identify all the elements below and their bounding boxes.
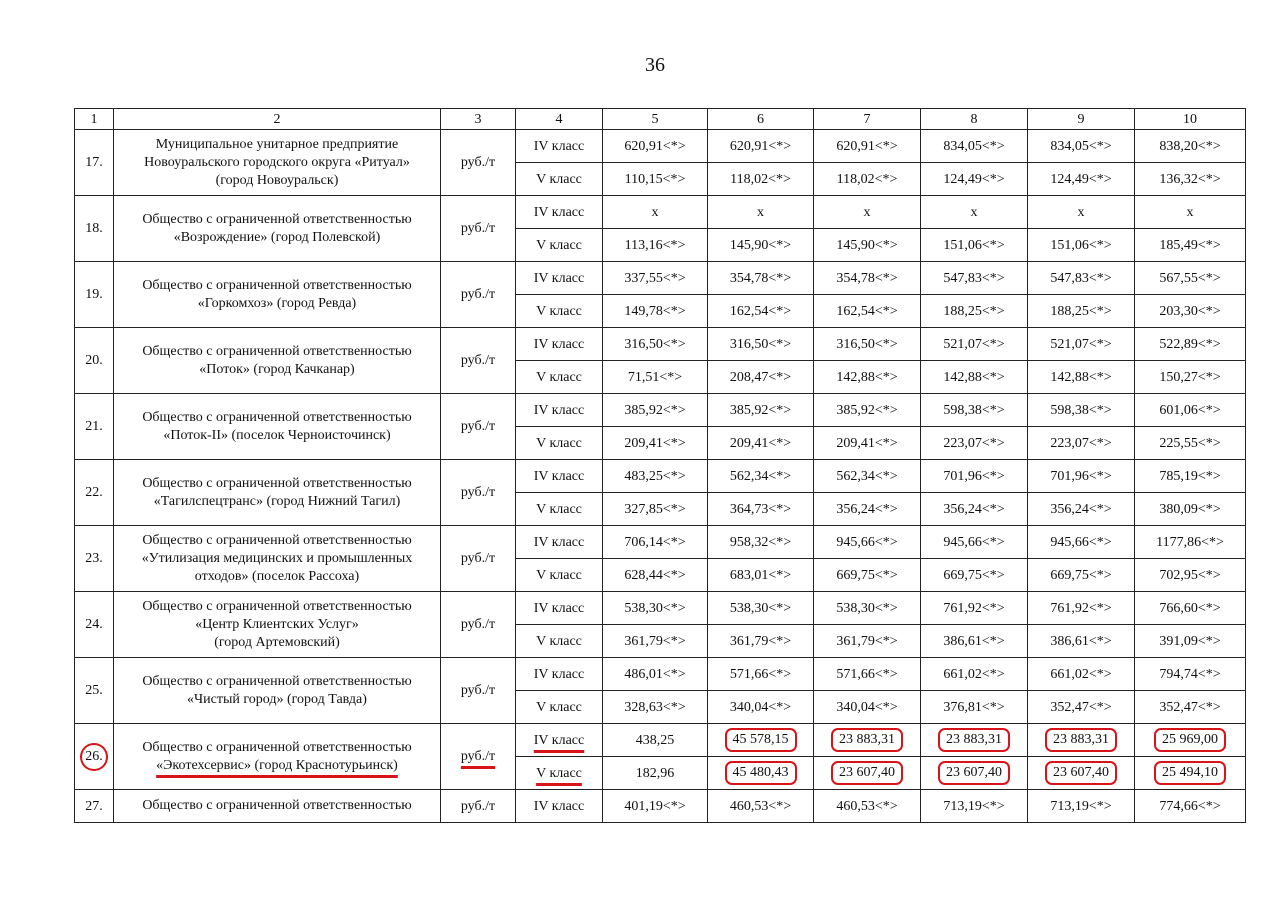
tariff-value-boxed: 23 607,40	[1045, 761, 1117, 785]
tariff-value-cell: 713,19<*>	[921, 790, 1028, 823]
waste-class-cell: IV класс	[516, 328, 603, 361]
tariff-value-cell: 945,66<*>	[921, 526, 1028, 559]
tariff-value-cell	[814, 757, 921, 790]
tariff-table	[74, 108, 1246, 823]
table-row	[75, 790, 1246, 823]
waste-class-cell: V класс	[516, 559, 603, 592]
tariff-value-cell: 188,25<*>	[1028, 295, 1135, 328]
organization-line: Общество с ограниченной ответственностью	[142, 598, 412, 614]
header-row	[75, 109, 1246, 130]
organization-line: «Чистый город» (город Тавда)	[187, 691, 367, 707]
tariff-value-cell: 785,19<*>	[1135, 460, 1246, 493]
waste-class-cell: IV класс	[516, 196, 603, 229]
waste-class-cell: V класс	[516, 427, 603, 460]
tariff-value-cell: 203,30<*>	[1135, 295, 1246, 328]
tariff-value-cell: 136,32<*>	[1135, 163, 1246, 196]
organization-cell	[114, 658, 441, 724]
tariff-value-cell: 620,91<*>	[814, 130, 921, 163]
tariff-value-boxed: 25 494,10	[1154, 761, 1226, 785]
tariff-value-cell: 188,25<*>	[921, 295, 1028, 328]
tariff-value-cell: 834,05<*>	[921, 130, 1028, 163]
waste-class-cell: V класс	[516, 163, 603, 196]
tariff-value-cell	[1135, 757, 1246, 790]
waste-class-underlined: IV класс	[533, 732, 585, 748]
row-number-cell: 27.	[75, 790, 114, 823]
tariff-value-cell: 1177,86<*>	[1135, 526, 1246, 559]
tariff-value-cell: 669,75<*>	[921, 559, 1028, 592]
tariff-value-cell: 460,53<*>	[708, 790, 814, 823]
tariff-value-boxed: 23 607,40	[831, 761, 903, 785]
tariff-value-cell: 706,14<*>	[603, 526, 708, 559]
table-row	[75, 724, 1246, 757]
tariff-value-cell: 361,79<*>	[603, 625, 708, 658]
table-row	[75, 328, 1246, 361]
waste-class-cell: IV класс	[516, 592, 603, 625]
tariff-value-cell: 661,02<*>	[921, 658, 1028, 691]
tariff-value-cell: x	[1028, 196, 1135, 229]
tariff-value-cell: 340,04<*>	[814, 691, 921, 724]
tariff-value-cell: 162,54<*>	[814, 295, 921, 328]
row-number-cell	[75, 724, 114, 790]
table-row	[75, 658, 1246, 691]
tariff-value-cell: 385,92<*>	[814, 394, 921, 427]
waste-class-cell: IV класс	[516, 526, 603, 559]
tariff-value-cell: 669,75<*>	[1028, 559, 1135, 592]
organization-cell	[114, 394, 441, 460]
waste-class-cell: V класс	[516, 691, 603, 724]
organization-line: Общество с ограниченной ответственностью	[142, 798, 412, 813]
organization-line: (город Артемовский)	[214, 634, 340, 650]
tariff-value-cell: 316,50<*>	[708, 328, 814, 361]
organization-line: Общество с ограниченной ответственностью	[142, 532, 412, 548]
tariff-value-cell: 713,19<*>	[1028, 790, 1135, 823]
tariff-value-cell: 834,05<*>	[1028, 130, 1135, 163]
table-row	[75, 592, 1246, 625]
waste-class-cell: V класс	[516, 625, 603, 658]
organization-cell	[114, 592, 441, 658]
unit-cell: руб./т	[441, 526, 516, 592]
tariff-value-cell: 945,66<*>	[1028, 526, 1135, 559]
tariff-value-cell: 838,20<*>	[1135, 130, 1246, 163]
page-number: 36	[645, 54, 665, 76]
organization-cell	[114, 790, 441, 823]
tariff-value-cell: 142,88<*>	[1028, 361, 1135, 394]
tariff-value-cell: 142,88<*>	[814, 361, 921, 394]
tariff-value-cell: 316,50<*>	[603, 328, 708, 361]
tariff-value-cell: 124,49<*>	[1028, 163, 1135, 196]
tariff-value-cell: 794,74<*>	[1135, 658, 1246, 691]
tariff-value-cell: 958,32<*>	[708, 526, 814, 559]
tariff-value-cell: 352,47<*>	[1028, 691, 1135, 724]
tariff-value-cell	[921, 724, 1028, 757]
tariff-value-cell: 185,49<*>	[1135, 229, 1246, 262]
tariff-value-cell: 110,15<*>	[603, 163, 708, 196]
waste-class-cell: IV класс	[516, 394, 603, 427]
organization-cell	[114, 196, 441, 262]
tariff-value-boxed: 23 607,40	[938, 761, 1010, 785]
tariff-value-cell: 386,61<*>	[921, 625, 1028, 658]
tariff-value-cell: 391,09<*>	[1135, 625, 1246, 658]
tariff-value-cell: 71,51<*>	[603, 361, 708, 394]
tariff-value-cell: 209,41<*>	[814, 427, 921, 460]
waste-class-cell: IV класс	[516, 130, 603, 163]
tariff-value-cell: 354,78<*>	[708, 262, 814, 295]
unit-cell	[441, 724, 516, 790]
tariff-value-cell: 562,34<*>	[814, 460, 921, 493]
tariff-value-cell: 223,07<*>	[1028, 427, 1135, 460]
tariff-value-cell: 151,06<*>	[1028, 229, 1135, 262]
organization-line: Общество с ограниченной ответственностью	[142, 343, 412, 359]
header-cell: 10	[1135, 109, 1246, 130]
organization-cell	[114, 328, 441, 394]
tariff-value-cell: 483,25<*>	[603, 460, 708, 493]
tariff-value-cell: 702,95<*>	[1135, 559, 1246, 592]
waste-class-cell: V класс	[516, 493, 603, 526]
organization-line: Общество с ограниченной ответственностью	[142, 673, 412, 689]
organization-line: Новоуральского городского округа «Ритуал»	[144, 154, 410, 170]
tariff-value-cell: 598,38<*>	[1028, 394, 1135, 427]
tariff-value-cell: 761,92<*>	[1028, 592, 1135, 625]
waste-class-cell: IV класс	[516, 790, 603, 823]
row-number-cell: 20.	[75, 328, 114, 394]
tariff-value-cell: 150,27<*>	[1135, 361, 1246, 394]
tariff-value-cell: 522,89<*>	[1135, 328, 1246, 361]
tariff-value-cell: 316,50<*>	[814, 328, 921, 361]
organization-line: «Поток-II» (поселок Черноисточинск)	[163, 427, 391, 443]
tariff-value-cell: 113,16<*>	[603, 229, 708, 262]
organization-cell	[114, 460, 441, 526]
row-number-cell: 25.	[75, 658, 114, 724]
tariff-value-cell: x	[814, 196, 921, 229]
tariff-value-cell: 386,61<*>	[1028, 625, 1135, 658]
table-row	[75, 394, 1246, 427]
organization-line: Общество с ограниченной ответственностью	[142, 739, 412, 755]
organization-line: Общество с ограниченной ответственностью	[142, 475, 412, 491]
tariff-value-cell: 361,79<*>	[814, 625, 921, 658]
unit-cell: руб./т	[441, 790, 516, 823]
tariff-value-cell: 460,53<*>	[814, 790, 921, 823]
tariff-value-boxed: 25 969,00	[1154, 728, 1226, 752]
organization-line: «Возрождение» (город Полевской)	[173, 229, 381, 245]
tariff-value-cell: 945,66<*>	[814, 526, 921, 559]
organization-line: «Поток» (город Качканар)	[199, 361, 355, 377]
waste-class-cell: IV класс	[516, 262, 603, 295]
header-cell: 8	[921, 109, 1028, 130]
tariff-value-cell: 356,24<*>	[921, 493, 1028, 526]
tariff-value-cell: 142,88<*>	[921, 361, 1028, 394]
tariff-value-cell: 620,91<*>	[708, 130, 814, 163]
tariff-value-cell: 361,79<*>	[708, 625, 814, 658]
unit-cell: руб./т	[441, 196, 516, 262]
unit-cell: руб./т	[441, 262, 516, 328]
tariff-value-cell: 340,04<*>	[708, 691, 814, 724]
tariff-value-cell: 118,02<*>	[708, 163, 814, 196]
unit-cell: руб./т	[441, 658, 516, 724]
tariff-value-cell: 598,38<*>	[921, 394, 1028, 427]
waste-class-cell: V класс	[516, 229, 603, 262]
tariff-value-cell: 380,09<*>	[1135, 493, 1246, 526]
organization-line: «Экотехсервис» (город Краснотурьинск)	[156, 757, 398, 773]
unit-cell: руб./т	[441, 394, 516, 460]
header-cell: 2	[114, 109, 441, 130]
tariff-value-cell: 208,47<*>	[708, 361, 814, 394]
tariff-value-cell: 761,92<*>	[921, 592, 1028, 625]
tariff-value-cell: 701,96<*>	[921, 460, 1028, 493]
tariff-value-cell: 774,66<*>	[1135, 790, 1246, 823]
tariff-value-boxed: 23 883,31	[1045, 728, 1117, 752]
tariff-value-cell	[1028, 757, 1135, 790]
tariff-value-boxed: 45 480,43	[725, 761, 797, 785]
tariff-value-cell: 438,25	[603, 724, 708, 757]
row-number-cell: 18.	[75, 196, 114, 262]
tariff-value-cell	[1135, 724, 1246, 757]
tariff-value-cell: 385,92<*>	[708, 394, 814, 427]
tariff-value-cell: x	[708, 196, 814, 229]
table-row	[75, 262, 1246, 295]
unit-cell: руб./т	[441, 328, 516, 394]
tariff-value-boxed: 23 883,31	[831, 728, 903, 752]
table-row	[75, 196, 1246, 229]
tariff-value-cell: 538,30<*>	[814, 592, 921, 625]
tariff-value-cell: 628,44<*>	[603, 559, 708, 592]
tariff-value-cell: 547,83<*>	[921, 262, 1028, 295]
tariff-value-cell: 486,01<*>	[603, 658, 708, 691]
header-cell: 5	[603, 109, 708, 130]
tariff-value-cell: 118,02<*>	[814, 163, 921, 196]
row-number-cell: 24.	[75, 592, 114, 658]
organization-line: «Утилизация медицинских и промышленных	[141, 550, 413, 566]
header-cell: 9	[1028, 109, 1135, 130]
tariff-value-cell	[708, 757, 814, 790]
tariff-value-cell: 401,19<*>	[603, 790, 708, 823]
tariff-value-cell: 766,60<*>	[1135, 592, 1246, 625]
row-number-circled: 26.	[80, 743, 108, 771]
row-number-cell: 22.	[75, 460, 114, 526]
waste-class-underlined: V класс	[536, 765, 582, 781]
tariff-value-cell: 562,34<*>	[708, 460, 814, 493]
tariff-value-cell: 327,85<*>	[603, 493, 708, 526]
tariff-value-cell: 669,75<*>	[814, 559, 921, 592]
tariff-value-cell: 385,92<*>	[603, 394, 708, 427]
row-number-cell: 23.	[75, 526, 114, 592]
organization-cell	[114, 526, 441, 592]
tariff-value-cell: 521,07<*>	[1028, 328, 1135, 361]
header-cell: 7	[814, 109, 921, 130]
tariff-value-cell: 601,06<*>	[1135, 394, 1246, 427]
tariff-value-cell: 162,54<*>	[708, 295, 814, 328]
organization-cell	[114, 130, 441, 196]
tariff-value-cell: 683,01<*>	[708, 559, 814, 592]
waste-class-cell: V класс	[516, 295, 603, 328]
tariff-value-cell	[1028, 724, 1135, 757]
tariff-value-boxed: 45 578,15	[725, 728, 797, 752]
tariff-value-cell: 538,30<*>	[708, 592, 814, 625]
tariff-value-cell: 521,07<*>	[921, 328, 1028, 361]
tariff-value-cell: 376,81<*>	[921, 691, 1028, 724]
waste-class-cell: IV класс	[516, 658, 603, 691]
organization-line: «Тагилспецтранс» (город Нижний Тагил)	[153, 493, 401, 509]
waste-class-cell: IV класс	[516, 460, 603, 493]
tariff-value-boxed: 23 883,31	[938, 728, 1010, 752]
tariff-value-cell	[921, 757, 1028, 790]
tariff-value-cell: 209,41<*>	[603, 427, 708, 460]
tariff-value-cell: 151,06<*>	[921, 229, 1028, 262]
tariff-value-cell: 571,66<*>	[814, 658, 921, 691]
header-cell: 4	[516, 109, 603, 130]
tariff-value-cell: 337,55<*>	[603, 262, 708, 295]
table-row	[75, 460, 1246, 493]
organization-line: отходов» (поселок Рассоха)	[194, 568, 360, 584]
tariff-value-cell	[708, 724, 814, 757]
tariff-value-cell: 225,55<*>	[1135, 427, 1246, 460]
header-cell: 3	[441, 109, 516, 130]
tariff-value-cell: 352,47<*>	[1135, 691, 1246, 724]
tariff-value-cell: 149,78<*>	[603, 295, 708, 328]
waste-class-cell	[516, 757, 603, 790]
header-cell: 6	[708, 109, 814, 130]
row-number-cell: 19.	[75, 262, 114, 328]
organization-line: Общество с ограниченной ответственностью	[142, 211, 412, 227]
tariff-value-cell: 571,66<*>	[708, 658, 814, 691]
organization-line: «Центр Клиентских Услуг»	[195, 616, 359, 632]
tariff-value-cell: 538,30<*>	[603, 592, 708, 625]
tariff-value-cell: 209,41<*>	[708, 427, 814, 460]
header-cell: 1	[75, 109, 114, 130]
unit-cell: руб./т	[441, 130, 516, 196]
organization-line: Муниципальное унитарное предприятие	[155, 136, 399, 152]
organization-line: Общество с ограниченной ответственностью	[142, 409, 412, 425]
unit-cell: руб./т	[441, 460, 516, 526]
tariff-value-cell: 145,90<*>	[814, 229, 921, 262]
waste-class-cell	[516, 724, 603, 757]
tariff-value-cell: 182,96	[603, 757, 708, 790]
waste-class-cell: V класс	[516, 361, 603, 394]
organization-line: (город Новоуральск)	[215, 172, 339, 188]
tariff-value-cell: 620,91<*>	[603, 130, 708, 163]
tariff-value-cell: 124,49<*>	[921, 163, 1028, 196]
organization-line: «Горкомхоз» (город Ревда)	[197, 295, 357, 311]
tariff-value-cell: 547,83<*>	[1028, 262, 1135, 295]
unit-underlined: руб./т	[460, 749, 496, 764]
tariff-value-cell: x	[603, 196, 708, 229]
tariff-value-cell	[814, 724, 921, 757]
tariff-value-cell: 145,90<*>	[708, 229, 814, 262]
row-number-cell: 21.	[75, 394, 114, 460]
organization-cell	[114, 262, 441, 328]
tariff-value-cell: 354,78<*>	[814, 262, 921, 295]
tariff-value-cell: 356,24<*>	[814, 493, 921, 526]
tariff-value-cell: 661,02<*>	[1028, 658, 1135, 691]
organization-cell	[114, 724, 441, 790]
tariff-value-cell: 701,96<*>	[1028, 460, 1135, 493]
tariff-value-cell: x	[1135, 196, 1246, 229]
table-row	[75, 130, 1246, 163]
tariff-value-cell: x	[921, 196, 1028, 229]
tariff-value-cell: 356,24<*>	[1028, 493, 1135, 526]
unit-cell: руб./т	[441, 592, 516, 658]
tariff-value-cell: 567,55<*>	[1135, 262, 1246, 295]
table-row	[75, 526, 1246, 559]
tariff-value-cell: 223,07<*>	[921, 427, 1028, 460]
organization-line: Общество с ограниченной ответственностью	[142, 277, 412, 293]
row-number-cell: 17.	[75, 130, 114, 196]
tariff-value-cell: 328,63<*>	[603, 691, 708, 724]
tariff-value-cell: 364,73<*>	[708, 493, 814, 526]
